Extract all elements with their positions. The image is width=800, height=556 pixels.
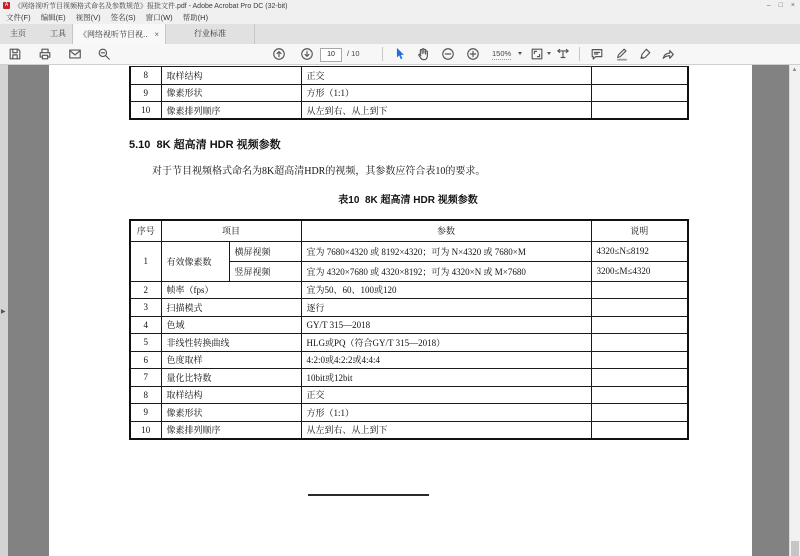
menu-sign[interactable]: 签名(S) (110, 13, 136, 22)
tab-bar (0, 24, 800, 45)
maximize-button[interactable]: □ (778, 2, 783, 9)
table-row: 5 非线性转换曲线 HLG或PQ（符合GY/T 315—2018） (130, 334, 688, 352)
share-icon[interactable] (661, 47, 675, 61)
highlight-pencil-icon[interactable] (615, 47, 629, 61)
table-row: 3 扫描模式 逐行 (130, 299, 688, 317)
menu-help[interactable]: 帮助(H) (182, 13, 209, 22)
toolbar-divider (579, 47, 580, 61)
menu-file[interactable]: 文件(F) (6, 13, 31, 22)
tab-close-icon[interactable]: × (154, 29, 159, 39)
scrollbar-thumb[interactable] (791, 541, 799, 556)
table-row: 10 像素排列顺序 从左到右、从上到下 (130, 421, 688, 439)
col-header-param: 参数 (301, 220, 591, 241)
table-row: 1 有效像素数 横屏视频 宜为 7680×4320 或 8192×4320；可为 N×4320 或 7680×M 4320≤N≤8192 (130, 241, 688, 261)
fit-page-icon[interactable] (530, 47, 544, 61)
marquee-zoom-icon[interactable] (97, 47, 111, 61)
table10 (129, 219, 689, 440)
col-header-item: 项目 (161, 220, 301, 241)
tab-document-active[interactable] (72, 24, 166, 44)
page-total-label: / 10 (347, 49, 360, 58)
pdf-page (49, 65, 752, 556)
table-header-row (130, 220, 688, 241)
body-paragraph: 对于节目视频格式命名为8K超高清HDR的视频，其参数应符合表10的要求。 (152, 166, 486, 177)
navigation-pane-strip[interactable] (0, 65, 8, 556)
tab-document-label: 《网络视听节目视.. (79, 29, 148, 39)
table-row: 9 像素形状 方形（1:1） (130, 84, 688, 102)
table-row: 9 像素形状 方形（1:1） (130, 404, 688, 422)
menu-view[interactable]: 视图(V) (75, 13, 101, 22)
col-header-no: 序号 (130, 220, 161, 241)
table-row: 10 像素排列顺序 从左到右、从上到下 (130, 102, 688, 120)
table-row: 2 帧率（fps） 宜为50、60、100或120 (130, 281, 688, 299)
save-icon[interactable] (8, 47, 22, 61)
fit-page-caret-icon[interactable] (547, 52, 551, 55)
comment-icon[interactable] (590, 47, 604, 61)
menu-window[interactable]: 窗口(W) (145, 13, 173, 22)
zoom-caret-icon[interactable] (518, 52, 522, 55)
select-tool-icon[interactable] (393, 47, 407, 61)
tab-document-industry-standard[interactable]: 行业标准 (166, 24, 255, 44)
scroll-up-icon[interactable]: ▲ (791, 67, 798, 73)
section-heading: 5.10 8K 超高清 HDR 视频参数 (129, 139, 281, 151)
previous-page-icon[interactable] (272, 47, 286, 61)
page-footer-rule (308, 494, 429, 496)
col-header-note: 说明 (591, 220, 688, 241)
table-row: 4 色域 GY/T 315—2018 (130, 316, 688, 334)
zoom-level-value[interactable]: 150% (492, 49, 512, 58)
minimize-button[interactable]: – (766, 2, 771, 9)
toolbar-divider (382, 47, 383, 61)
vertical-scrollbar[interactable] (789, 65, 800, 556)
tab-tools[interactable]: 工具 (50, 29, 66, 38)
zoom-out-icon[interactable] (441, 47, 455, 61)
close-button[interactable]: × (790, 2, 795, 9)
table-row: 6 色度取样 4:2:0或4:2:2或4:4:4 (130, 351, 688, 369)
next-page-icon[interactable] (300, 47, 314, 61)
zoom-in-icon[interactable] (466, 47, 480, 61)
tab-home[interactable]: 主页 (10, 29, 26, 38)
menu-edit[interactable]: 编辑(E) (40, 13, 66, 22)
table-row: 8 取样结构 正交 (130, 67, 688, 85)
table9-continuation (129, 66, 689, 120)
window-title: 《网络视听节目视频格式命名及参数规范》报批文件.pdf - Adobe Acrobat Pro DC (32-bit) (14, 2, 288, 10)
print-icon[interactable] (38, 47, 52, 61)
table-row: 7 量化比特数 10bit或12bit (130, 369, 688, 387)
table-row: 竖屏视频 宜为 4320×7680 或 4320×8192；可为 4320×N 或 M×7680 3200≤M≤4320 (130, 261, 688, 281)
email-icon[interactable] (68, 47, 82, 61)
fit-width-icon[interactable] (556, 47, 570, 61)
toolbar (0, 44, 800, 65)
table-caption: 表10 8K 超高清 HDR 视频参数 (338, 195, 478, 206)
fill-sign-icon[interactable] (638, 47, 652, 61)
table-row: 8 取样结构 正交 (130, 386, 688, 404)
acrobat-app-icon: A (4, 2, 9, 8)
title-bar (0, 0, 800, 11)
hand-tool-icon[interactable] (416, 47, 430, 61)
page-number-input[interactable]: 10 (320, 48, 342, 62)
menu-bar (0, 11, 800, 24)
nav-pane-expand-icon[interactable]: ▶ (1, 309, 6, 315)
